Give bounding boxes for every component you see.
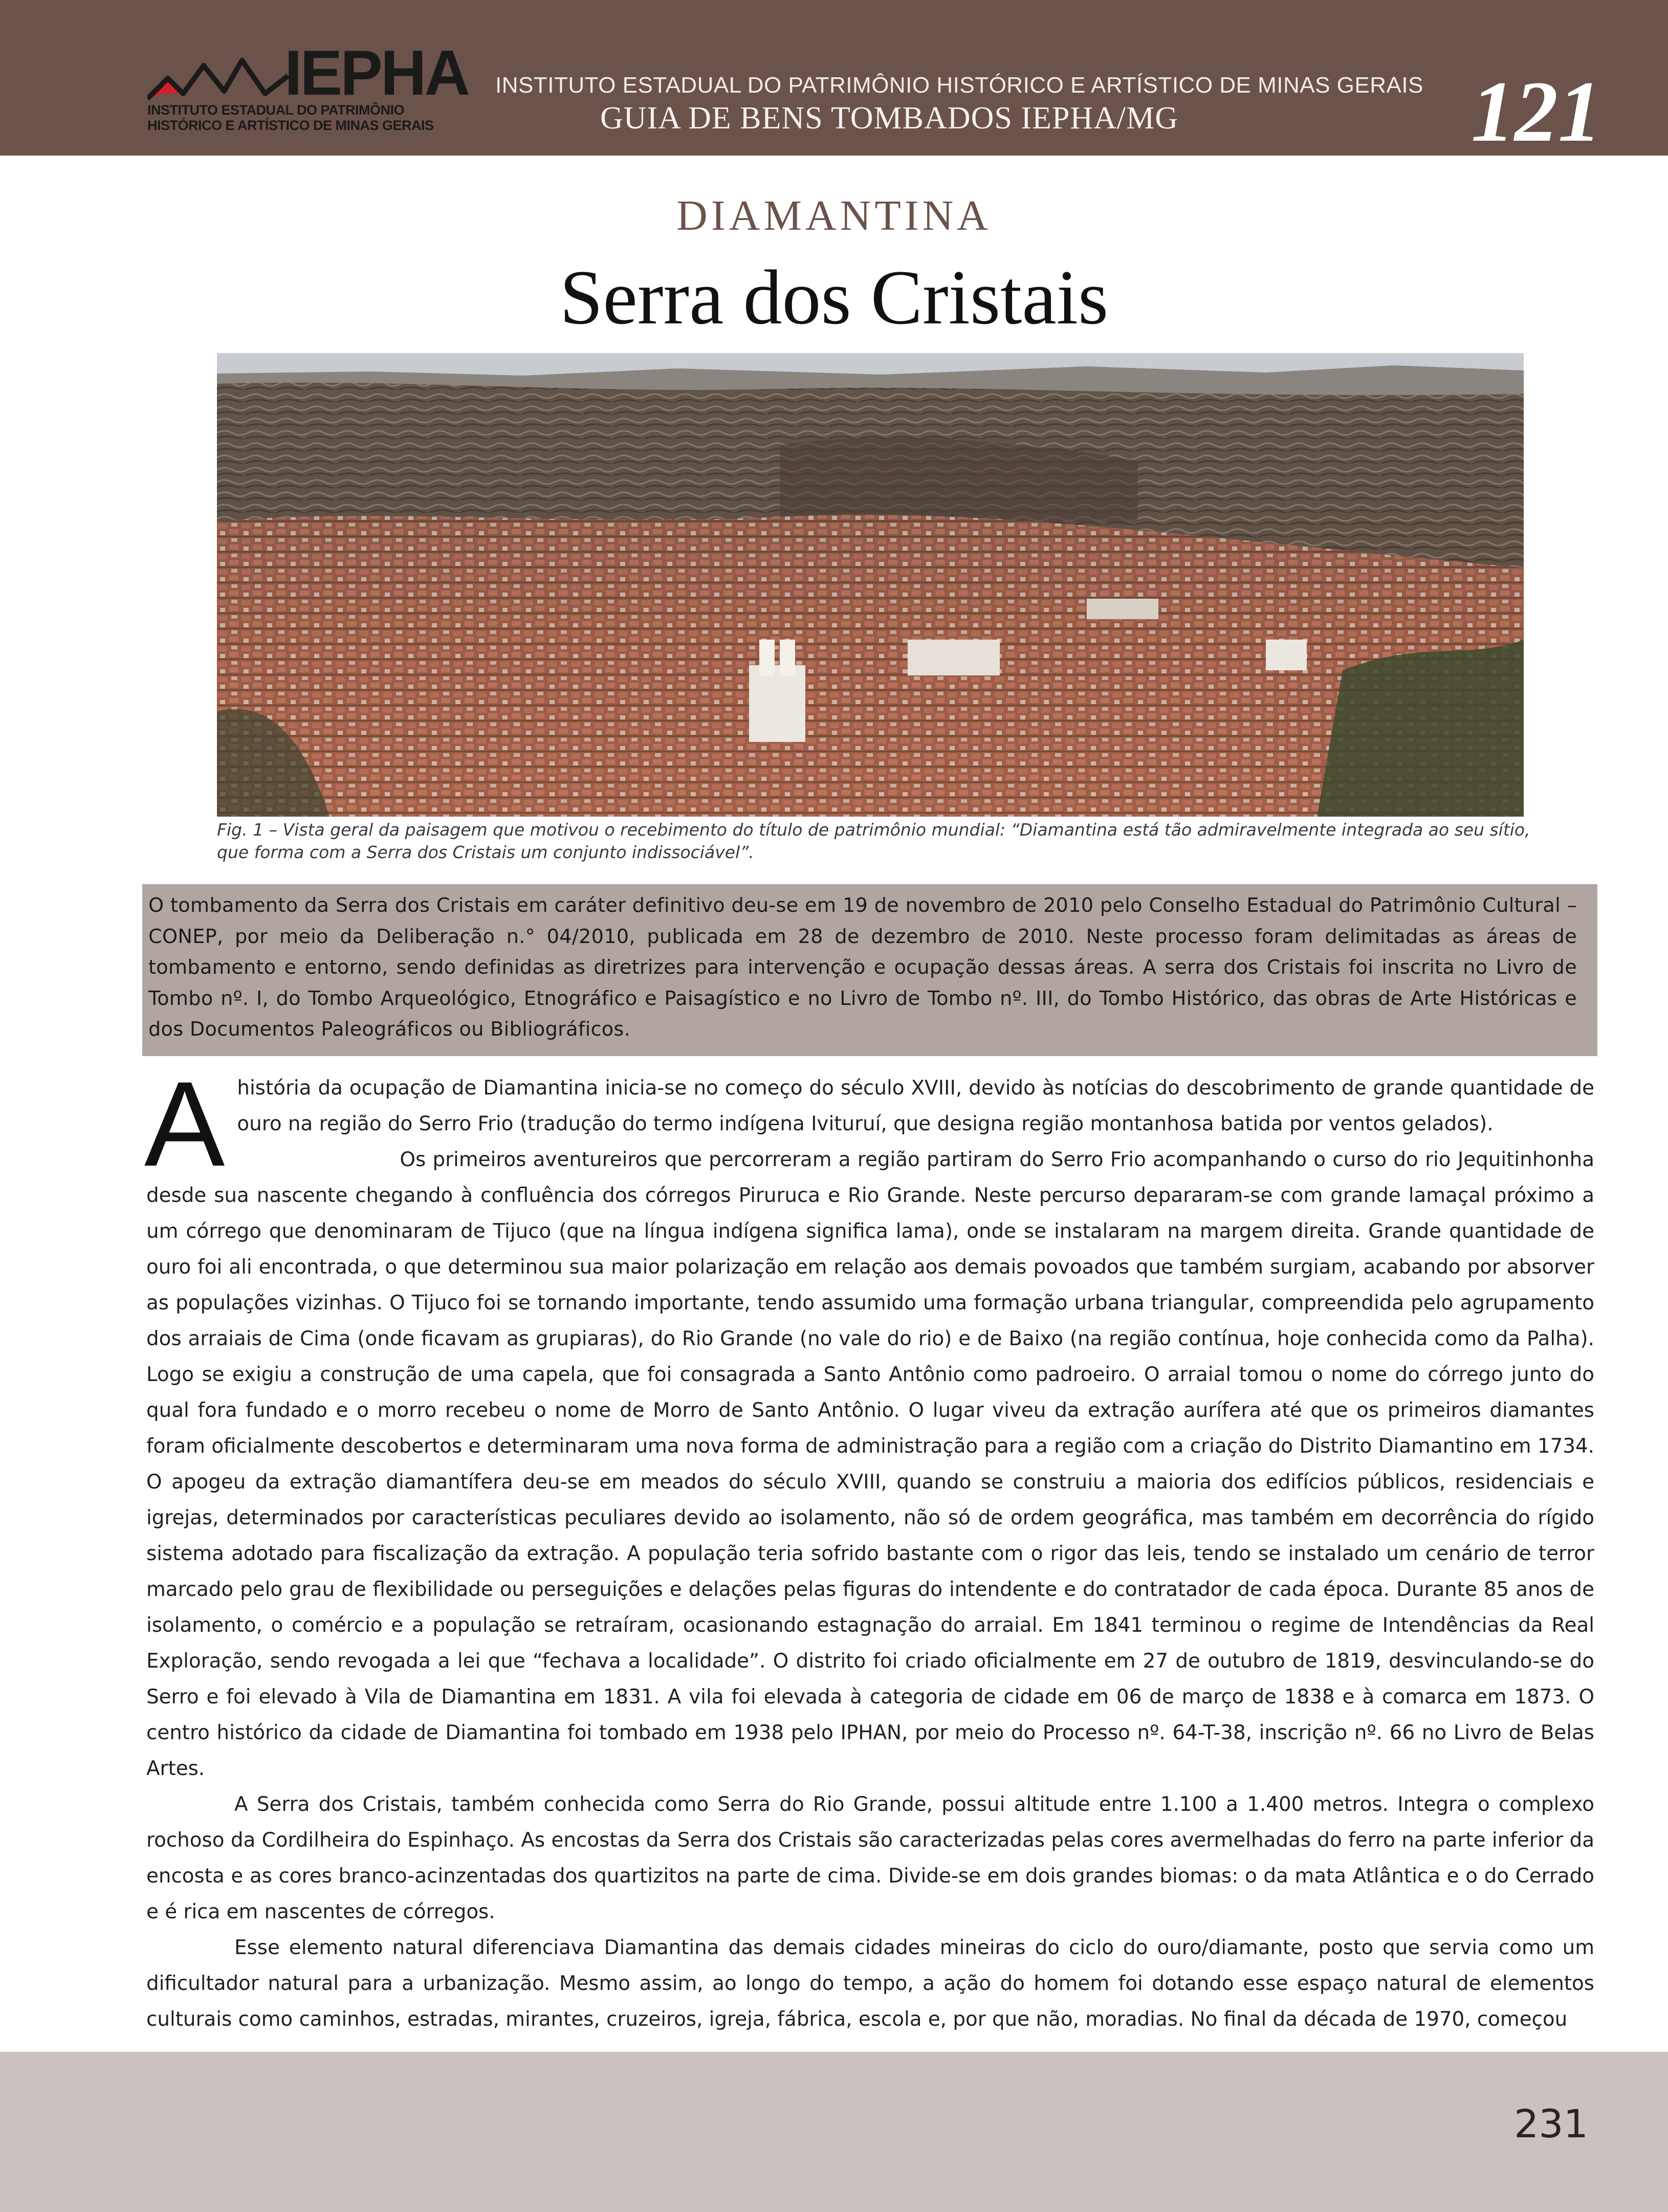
caption-line: Fig. 1 – Vista geral da paisagem que motivou o recebimento do título de patrimônio mundial: “Diamantina está tão admiravelmente integrada ao seu sítio, bbox=[217, 820, 1530, 840]
summary-text: O tombamento da Serra dos Cristais em caráter definitivo deu-se em 19 de novembro de 2010 pelo Conselho Estadual do Patrimônio Cultural – CONEP, por meio da Deliberação n.° 04/2010, publicada em 28 de dezembro de 2010. Neste processo foram delimitadas as áreas de tombamento e entorno, sendo definidas as diretrizes para intervenção e ocupação dessas áreas. A serra dos Cristais foi inscrita no Livro de Tombo nº. I, do Tombo Arqueológico, Etnográfico e Paisagístico e no Livro de Tombo nº. III, do Tombo Histórico, das obras de Arte Históricas e dos Documentos Paleográficos ou Bibliográficos. bbox=[148, 894, 1577, 1041]
paragraph-2: Os primeiros aventureiros que percorreram a região partiram do Serro Frio acompanhando o curso do rio Jequitinhonha desde sua nascente chegando à confluência dos córregos Piruruca e Rio Grande. Neste percurso depararam-se com grande lamaçal próximo a um córrego que denominaram de Tijuco (que na língua indígena significa lama), onde se instalaram na margem direita. Grande quantidade de ouro foi ali encontrada, o que determinou sua maior polarização em relação aos demais povoados que também surgiam, acabando por absorver as populações vizinhas. O Tijuco foi se tornando importante, tendo assumido uma formação urbana triangular, compreendida pelo agrupamento dos arraiais de Cima (onde ficavam as grupiaras), do Rio Grande (no vale do rio) e de Baixo (na região contínua, hoje conhecida como da Palha). Logo se exigiu a construção de uma capela, que foi consagrada a Santo Antônio como padroeiro. O arraial tomou o nome do córrego junto do qual fora fundado e o morro recebeu o nome de Morro de Santo Antônio. O lugar viveu da extração aurífera até que os primeiros diamantes foram oficialmente descobertos e determinaram uma nova forma de administração para a região com a criação do Distrito Diamantino em 1734. O apogeu da extração diamantífera deu-se em meados do século XVIII, quando se construiu a maioria dos edifícios públicos, residenciais e igrejas, determinados por características peculiares devido ao isolamento, não só de ordem geográfica, mas também em decorrência do rígido sistema adotado para fiscalização da extração. A população teria sofrido bastante com o rigor das leis, tendo se instalado um cenário de terror marcado pelo grau de flexibilidade ou perseguições e delações pelas figuras do intendente e do contratador de cada época. Durante 85 anos de isolamento, o comércio e a população se retraíram, ocasionando estagnação do arraial. Em 1841 terminou o regime de Intendências da Real Exploração, sendo revogada a lei que “fechava a localidade”. O distrito foi criado oficialmente em 27 de outubro de 1819, desvinculando-se do Serro e foi elevado à Vila de Diamantina em 1831. A vila foi elevada à categoria de cidade em 06 de março de 1838 e à comarca em 1873. O centro histórico da cidade de Diamantina foi tombado em 1938 pelo IPHAN, por meio do Processo nº. 64-T-38, inscrição nº. 66 no Livro de Belas Artes. bbox=[146, 1148, 1594, 1780]
paragraph-3: A Serra dos Cristais, também conhecida como Serra do Rio Grande, possui altitude entre 1.100 a 1.400 metros. Integra o complexo rochoso da Cordilheira do Espinhaço. As encostas da Serra dos Cristais são caracterizadas pelas cores avermelhadas do ferro na parte inferior da encosta e as cores branco-acinzentadas dos quartizitos na parte de cima. Divide-se em dois grandes biomas: o da mata Atlântica e o do Cerrado e é rica em nascentes de córregos. bbox=[146, 1793, 1594, 1923]
iepha-logo bbox=[147, 38, 468, 147]
city-heading: DIAMANTINA bbox=[676, 192, 992, 239]
article-body bbox=[144, 1057, 1594, 2038]
caption-line: que forma com a Serra dos Cristais um conjunto indissociável”. bbox=[217, 842, 754, 862]
diamantina-panorama-image bbox=[217, 353, 1524, 817]
figure-caption bbox=[217, 819, 1537, 864]
guide-number: 121 bbox=[1471, 63, 1601, 160]
landscape-photo bbox=[217, 353, 1524, 817]
summary-box bbox=[142, 884, 1597, 1056]
logo-subtitle-line2: HISTÓRICO E ARTÍSTICO DE MINAS GERAIS bbox=[147, 118, 434, 133]
logo-subtitle-line1: INSTITUTO ESTADUAL DO PATRIMÔNIO bbox=[147, 102, 404, 118]
page-number: 231 bbox=[1513, 2101, 1588, 2147]
logo-wordmark: IEPHA bbox=[284, 38, 468, 108]
paragraph-4: Esse elemento natural diferenciava Diamantina das demais cidades mineiras do ciclo do ouro/diamante, posto que servia como um dificultador natural para a urbanização. Mesmo assim, ao longo do tempo, a ação do homem foi dotando esse espaço natural de elementos culturais como caminhos, estradas, mirantes, cruzeiros, igreja, fábrica, escola e, por que não, moradias. No final da década de 1970, começou bbox=[146, 1936, 1594, 2031]
page-footer bbox=[0, 2052, 1668, 2212]
paragraph-1: história da ocupação de Diamantina inicia-se no começo do século XVIII, devido às notícias do descobrimento de grande quantidade de ouro na região do Serro Frio (tradução do termo indígena Ivituruí, que designa região montanhosa batida por ventos gelados). bbox=[237, 1077, 1594, 1135]
page-header bbox=[0, 0, 1668, 160]
guide-title: GUIA DE BENS TOMBADOS IEPHA/MG bbox=[600, 101, 1179, 136]
institution-name: INSTITUTO ESTADUAL DO PATRIMÔNIO HISTÓRICO E ARTÍSTICO DE MINAS GERAIS bbox=[495, 73, 1423, 98]
page-title: Serra dos Cristais bbox=[559, 254, 1109, 340]
drop-cap: A bbox=[144, 1057, 225, 1192]
